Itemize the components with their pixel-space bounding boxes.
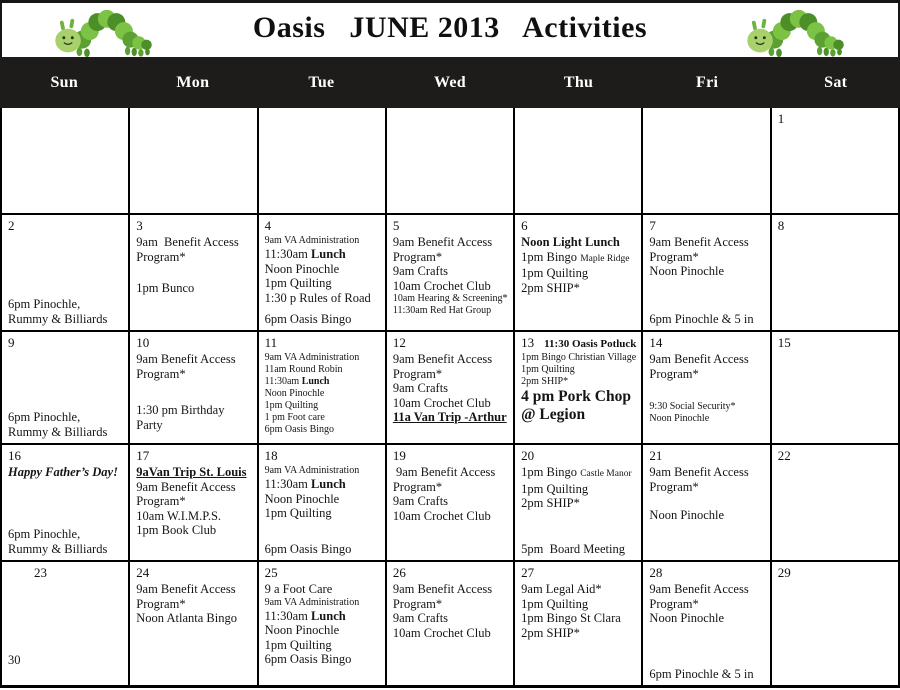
event-list (778, 128, 893, 209)
event: 10am Crochet Club (392, 278, 491, 293)
weekday-label-fri: Fri (696, 73, 719, 91)
event: 2pm SHIP* (521, 376, 569, 387)
event: 1pm Quilting (521, 481, 589, 496)
weekday-header-row (0, 57, 900, 108)
event: 9am Crafts (392, 611, 449, 625)
date-number: 12 (392, 335, 406, 350)
event-list (649, 582, 764, 681)
spacer (265, 305, 380, 312)
date-number: 1 (777, 111, 785, 126)
weekday-label-wed: Wed (433, 73, 466, 91)
event: 9am Crafts (392, 381, 449, 395)
day-cell-18 (259, 445, 385, 560)
event: 9am Benefit Access Program* (136, 582, 239, 611)
event-list (265, 352, 380, 439)
event: 9aVan Trip St. Louis (136, 465, 247, 479)
event: 5pm Board Meeting (521, 541, 625, 556)
spacer (8, 667, 123, 681)
event-list (265, 110, 380, 209)
event: 1pm Bingo Maple Ridge (521, 249, 630, 264)
day-cell-2 (2, 215, 128, 330)
event-list (8, 582, 123, 681)
date-number: 4 (264, 218, 272, 233)
event-list (521, 235, 636, 326)
date-row (521, 217, 636, 235)
date-row (136, 334, 251, 352)
event-list (393, 465, 508, 556)
event-list (521, 110, 636, 209)
date-row (8, 217, 123, 235)
event: 9am VA Administration (264, 596, 360, 608)
event: Noon Pinochle (649, 508, 725, 522)
event: Happy Father’s Day! (8, 465, 118, 479)
date-suffix-note: 11:30 Oasis Potluck (544, 338, 637, 350)
day-cell-empty (387, 108, 513, 213)
date-row (8, 447, 123, 465)
event: 30 (8, 652, 21, 667)
weekday-label-sat: Sat (824, 73, 848, 91)
event: 9am Benefit Access Program* (649, 465, 752, 494)
day-cell-19 (387, 445, 513, 560)
event: 1pm Quilting (521, 596, 589, 611)
event: 6pm Pinochle & 5 in (649, 666, 754, 681)
day-cell-empty (259, 108, 385, 213)
event: 2pm SHIP* (521, 280, 580, 295)
date-number: 18 (264, 448, 278, 463)
date-number: 7 (649, 218, 656, 233)
date-number: 3 (136, 218, 143, 233)
event: 1pm Bunco (136, 280, 195, 295)
event: 11am Round Robin (264, 364, 343, 375)
date-number: 23 (34, 565, 47, 580)
date-number: 17 (136, 448, 150, 463)
day-cell-4 (259, 215, 385, 330)
date-row (393, 217, 508, 235)
event: 9am Legal Aid* (521, 582, 602, 596)
event: 9am Benefit Access Program* (392, 582, 496, 611)
event: 6pm Pinochle & 5 in (649, 311, 754, 326)
day-cell-11 (259, 332, 385, 443)
event-list (649, 352, 764, 439)
date-number: 8 (777, 218, 785, 233)
event: 9am Benefit Access Program* (392, 352, 496, 381)
date-number: 20 (521, 448, 535, 463)
date-number: 16 (8, 448, 21, 463)
event: 11:30am Lunch (264, 608, 346, 623)
date-row (778, 334, 893, 352)
event: 9am Benefit Access Program* (136, 479, 239, 508)
event: Noon Pinochle (264, 261, 340, 276)
event-list (393, 352, 508, 439)
event-list (8, 352, 123, 439)
day-cell-23 (2, 562, 128, 685)
event-list (136, 582, 251, 681)
day-cell-9 (2, 332, 128, 443)
event-list (8, 235, 123, 326)
event: 9am Benefit Access Program* (392, 235, 496, 264)
day-cell-17 (130, 445, 256, 560)
event-list (521, 352, 636, 439)
date-number: 21 (649, 448, 663, 463)
event: 9am Crafts (392, 264, 449, 278)
event: 9am Benefit Access Program* (649, 582, 752, 611)
day-cell-24 (130, 562, 256, 685)
event: 10am Crochet Club (392, 395, 491, 410)
date-row (778, 564, 893, 582)
date-row (393, 447, 508, 465)
event: 6pm Oasis Bingo (264, 424, 335, 435)
event-list (393, 110, 508, 209)
day-cell-empty (643, 108, 769, 213)
day-cell-20 (515, 445, 641, 560)
date-number: 19 (392, 448, 406, 463)
event: 1pm Quilting (521, 364, 575, 375)
weekday-label-tue: Tue (308, 73, 335, 91)
event-list (136, 352, 251, 439)
day-cell-1 (772, 108, 898, 213)
spacer (136, 264, 251, 281)
event: 11:30am Lunch (264, 376, 330, 387)
date-number: 29 (777, 565, 791, 580)
date-row (265, 217, 380, 235)
event: 9am VA Administration (264, 465, 360, 476)
event-list (778, 465, 893, 556)
event: Noon Pinochle (649, 611, 725, 625)
event: 1pm Quilting (264, 637, 332, 652)
event: 9am VA Administration (264, 352, 360, 363)
event-list (393, 582, 508, 681)
event: 11:30am Red Hat Group (392, 305, 492, 316)
date-number: 13 (521, 335, 535, 350)
day-cell-12 (387, 332, 513, 443)
date-number: 6 (521, 218, 528, 233)
date-number: 22 (777, 448, 791, 463)
date-number: 15 (777, 335, 791, 350)
event: 9am Benefit Access Program* (136, 352, 239, 381)
event: 11a Van Trip -Arthur (392, 410, 507, 424)
event-list (778, 352, 893, 439)
weekday-label-thu: Thu (563, 73, 594, 91)
event: 2pm SHIP* (521, 625, 580, 640)
event: 9am Benefit Access Program* (392, 465, 499, 494)
event-list (521, 465, 636, 556)
event: 4 pm Pork Chop @ Legion (521, 388, 635, 423)
day-cell-27 (515, 562, 641, 685)
day-cell-empty (130, 108, 256, 213)
event: 6pm Pinochle, Rummy & Billiards (8, 410, 108, 439)
caterpillar-icon (52, 8, 156, 58)
date-row (393, 564, 508, 582)
date-row (136, 447, 251, 465)
event-list (521, 582, 636, 681)
day-cell-21 (643, 445, 769, 560)
event-list (265, 582, 380, 681)
event-list (265, 235, 380, 327)
event: 6pm Pinochle, Rummy & Billiards (8, 297, 108, 326)
caterpillar-icon (744, 8, 848, 58)
date-row (649, 447, 764, 465)
event-list (265, 465, 380, 556)
date-row (8, 334, 123, 352)
event: 10am Hearing & Screening* (392, 293, 508, 304)
event-list (649, 235, 764, 326)
event: 6pm Oasis Bingo (264, 312, 352, 326)
day-cell-8 (772, 215, 898, 330)
day-cell-empty (2, 108, 128, 213)
event: 1pm Quilting (264, 400, 319, 411)
event: 9am Benefit Access Program* (136, 235, 242, 264)
weekday-label-sun: Sun (50, 73, 79, 91)
date-row (265, 334, 380, 352)
day-cell-7 (643, 215, 769, 330)
event: Noon Atlanta Bingo (136, 611, 237, 625)
event: 1pm Bingo St Clara (521, 611, 621, 625)
date-number: 26 (392, 565, 406, 580)
day-cell-5 (387, 215, 513, 330)
event: 1pm Quilting (264, 276, 332, 290)
event-list (778, 582, 893, 681)
event: 9 a Foot Care (264, 582, 333, 596)
date-number: 9 (8, 335, 15, 350)
day-cell-26 (387, 562, 513, 685)
date-number: 11 (264, 335, 278, 350)
event-list (136, 235, 251, 326)
day-cell-empty (515, 108, 641, 213)
day-cell-10 (130, 332, 256, 443)
event-list (649, 110, 764, 209)
event-list (8, 110, 123, 209)
date-row (136, 564, 251, 582)
date-number: 28 (649, 565, 663, 580)
event: Noon Pinochle (649, 412, 710, 424)
date-number: 2 (8, 218, 15, 233)
date-row (521, 447, 636, 465)
event: 1pm Bingo Castle Manor (521, 465, 632, 479)
event: Noon Light Lunch (521, 235, 620, 249)
calendar-grid (0, 108, 900, 688)
date-number: 14 (649, 335, 663, 350)
event: 1:30 p Rules of Road (264, 290, 371, 305)
event: 9am Benefit Access Program* (649, 352, 752, 381)
day-cell-3 (130, 215, 256, 330)
day-cell-15 (772, 332, 898, 443)
date-row (778, 217, 893, 235)
title-bar (0, 0, 900, 57)
date-row (649, 334, 764, 352)
page-title: Oasis JUNE 2013 Activities (252, 11, 648, 44)
event: 6pm Oasis Bingo (264, 541, 352, 556)
event: 11:30am Lunch (264, 477, 346, 491)
event: 1 pm Foot care (264, 412, 325, 423)
event: 10am Crochet Club (392, 625, 491, 640)
event: 1pm Quilting (264, 506, 332, 520)
event: 9am Benefit Access Program* (649, 235, 752, 264)
event: 9am VA Administration (264, 235, 360, 246)
day-cell-6 (515, 215, 641, 330)
day-cell-28 (643, 562, 769, 685)
date-number: 10 (136, 335, 150, 350)
date-number: 5 (392, 218, 400, 233)
event-list (393, 235, 508, 326)
event: 10am W.I.M.P.S. (136, 508, 222, 523)
event-list (8, 465, 123, 556)
event-list (649, 465, 764, 556)
date-row (649, 217, 764, 235)
day-cell-25 (259, 562, 385, 685)
event: 6pm Pinochle, Rummy & Billiards (8, 527, 108, 556)
event: Noon Pinochle (264, 623, 340, 637)
spacer (136, 381, 251, 403)
date-number: 24 (136, 565, 150, 580)
event-list (778, 235, 893, 326)
date-row (778, 110, 893, 128)
event: 1pm Bingo Christian Village (521, 352, 637, 363)
event: 9am Crafts (392, 494, 449, 508)
date-row (521, 334, 636, 352)
event: 1:30 pm Birthday Party (136, 403, 228, 432)
event: 11:30am Lunch (264, 247, 346, 261)
spacer (649, 494, 764, 508)
date-number: 25 (264, 565, 278, 580)
date-row (393, 334, 508, 352)
date-row (8, 564, 123, 582)
event: Noon Pinochle (649, 264, 725, 278)
date-row (521, 564, 636, 582)
event: 9:30 Social Security* (649, 400, 736, 412)
event-list (136, 465, 251, 556)
weekday-label-mon: Mon (176, 73, 210, 91)
spacer (649, 381, 764, 401)
event: 10am Crochet Club (392, 508, 491, 523)
date-row (265, 564, 380, 582)
day-cell-16 (2, 445, 128, 560)
day-cell-29 (772, 562, 898, 685)
date-row (649, 564, 764, 582)
event: Noon Pinochle (264, 491, 340, 506)
date-row (265, 447, 380, 465)
date-number: 27 (521, 565, 535, 580)
date-row (136, 217, 251, 235)
event-list (136, 110, 251, 209)
event: 2pm SHIP* (521, 496, 580, 510)
day-cell-22 (772, 445, 898, 560)
day-cell-14 (643, 332, 769, 443)
event: Noon Pinochle (264, 388, 325, 399)
day-cell-13 (515, 332, 641, 443)
date-row (778, 447, 893, 465)
event: 1pm Book Club (136, 523, 217, 537)
event: 6pm Oasis Bingo (264, 652, 352, 666)
event: 1pm Quilting (521, 266, 589, 280)
